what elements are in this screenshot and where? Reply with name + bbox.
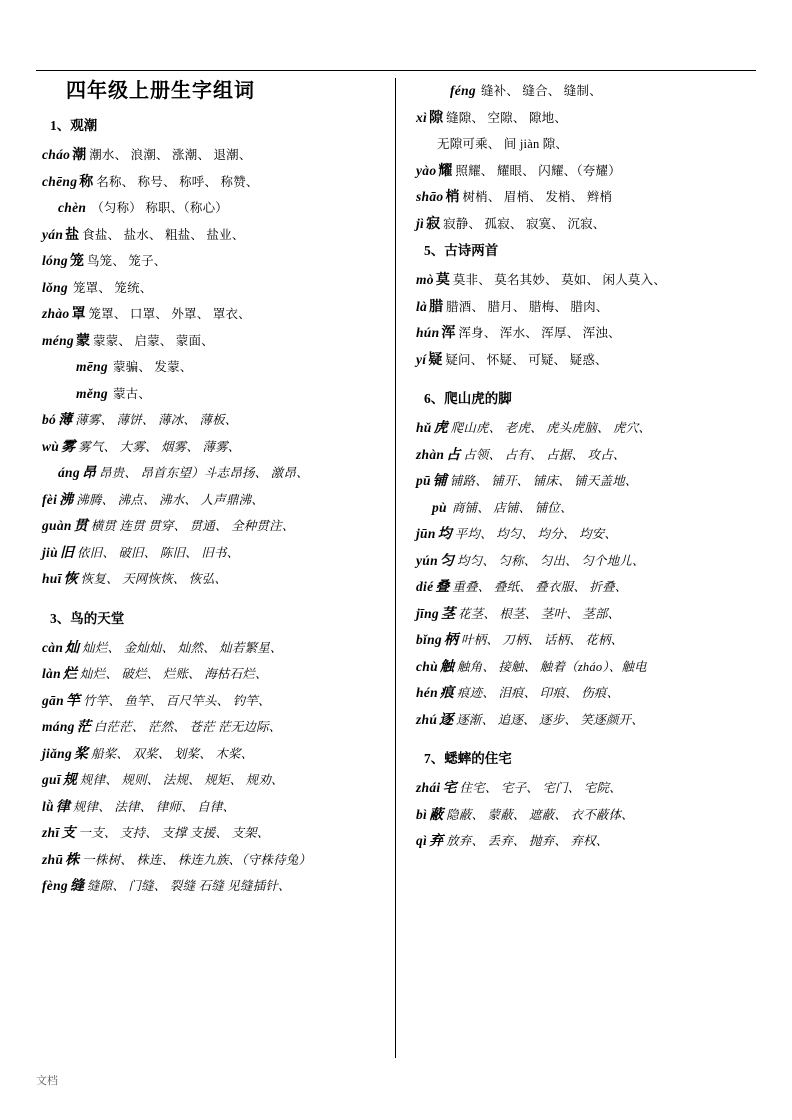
pinyin: jì xyxy=(416,215,425,231)
character-entry xyxy=(42,195,377,222)
character-entry xyxy=(416,158,749,185)
character-entry xyxy=(42,275,377,302)
character: 隙 xyxy=(429,110,444,126)
character: 昂 xyxy=(81,466,96,481)
character: 腊 xyxy=(429,299,444,315)
character-entry xyxy=(416,601,749,628)
pinyin: bó xyxy=(42,412,57,427)
character: 潮 xyxy=(72,148,87,163)
character-entry xyxy=(416,415,749,442)
character: 茫 xyxy=(76,720,91,735)
word-list: 依旧、 破旧、 陈旧、 旧书、 xyxy=(76,545,240,560)
right-column xyxy=(400,78,755,1058)
character: 缝 xyxy=(69,879,84,894)
word-list: 薄雾、 薄饼、 薄冰、 薄板、 xyxy=(75,413,238,427)
character-entry xyxy=(416,105,749,132)
pinyin: bǐng xyxy=(416,632,442,647)
character-entry xyxy=(416,211,749,238)
word-list: 一株树、 株连、 株连九族、（守株待兔） xyxy=(82,852,312,867)
word-list: 爬山虎、 老虎、 虎头虎脑、 虎穴、 xyxy=(450,421,652,435)
word-list: 蒙蒙、 启蒙、 蒙面、 xyxy=(92,333,214,348)
character: 浑 xyxy=(441,326,456,341)
word-list: 规律、 规则、 法规、 规矩、 规劝、 xyxy=(79,773,284,787)
character: 烂 xyxy=(62,667,77,682)
pinyin: shāo xyxy=(416,189,444,204)
character: 均 xyxy=(437,527,452,542)
pinyin: zhái xyxy=(416,780,441,795)
character-entry xyxy=(416,320,749,347)
header-rule xyxy=(36,70,756,71)
pinyin: mò xyxy=(416,272,434,287)
character-entry xyxy=(416,802,749,829)
character: 称 xyxy=(79,174,94,190)
character-entry xyxy=(416,548,749,575)
character-entry xyxy=(42,328,377,355)
character-entry xyxy=(416,347,749,374)
word-list: 缝隙、 门缝、 裂缝 石缝 见缝插针、 xyxy=(86,879,291,893)
character: 茎 xyxy=(440,606,455,622)
character-entry xyxy=(416,654,749,681)
pinyin: chèn xyxy=(58,200,87,215)
word-list: 名称、 称号、 称呼、 称赞、 xyxy=(96,174,259,189)
word-list: 住宅、 宅子、 宅门、 宅院、 xyxy=(459,781,622,795)
character-entry xyxy=(42,354,377,381)
character-entry xyxy=(42,142,377,169)
section-heading: 5、古诗两首 xyxy=(424,243,499,258)
word-list: 莫非、 莫名其妙、 莫如、 闲人莫入、 xyxy=(452,273,667,287)
word-list: 缝隙、 空隙、 隙地、 xyxy=(446,110,568,125)
pinyin: zhū xyxy=(42,851,64,867)
word-list: 重叠、 叠纸、 叠衣服、 折叠、 xyxy=(452,580,628,594)
character-entry xyxy=(416,184,749,211)
character-entry xyxy=(42,169,377,196)
word-list: 白茫茫、 茫然、 苍茫 茫无边际、 xyxy=(93,720,282,734)
character-entry xyxy=(416,574,749,601)
character: 竿 xyxy=(65,693,80,709)
pinyin: jiù xyxy=(42,544,58,560)
pinyin: zhī xyxy=(42,825,60,840)
left-column xyxy=(36,78,391,1058)
word-list: 花茎、 根茎、 茎叶、 茎部、 xyxy=(457,606,621,621)
word-list: 铺路、 铺开、 铺床、 铺天盖地、 xyxy=(449,474,638,488)
word-list: 沸腾、 沸点、 沸水、 人声鼎沸、 xyxy=(76,492,264,507)
pinyin: guàn xyxy=(42,518,72,533)
two-column-body xyxy=(36,78,756,1058)
pinyin: yún xyxy=(416,552,438,568)
character-entry xyxy=(416,680,749,707)
character: 笼 xyxy=(69,254,84,269)
word-list: 商铺、 店铺、 铺位、 xyxy=(451,500,573,515)
pinyin: là xyxy=(416,298,428,314)
word-list: 平均、 均匀、 均分、 均安、 xyxy=(454,527,618,541)
character-entry xyxy=(416,707,749,734)
pinyin: fèi xyxy=(42,491,58,507)
word-list: 叶柄、 刀柄、 话柄、 花柄、 xyxy=(460,633,624,647)
pinyin: wù xyxy=(42,438,60,454)
section-heading: 6、爬山虎的脚 xyxy=(424,391,512,406)
word-list: 占领、 占有、 占据、 攻占、 xyxy=(463,447,626,462)
word-list: 隐蔽、 蒙蔽、 遮蔽、 衣不蔽体、 xyxy=(446,807,634,822)
pinyin: làn xyxy=(42,666,61,681)
character-entry xyxy=(42,566,377,593)
character-entry xyxy=(42,794,377,821)
character: 灿 xyxy=(65,640,80,656)
character-entry xyxy=(42,540,377,567)
character-entry xyxy=(416,78,749,105)
pinyin: fèng xyxy=(42,878,68,893)
section-heading: 7、蟋蟀的住宅 xyxy=(424,751,512,766)
character: 耀 xyxy=(438,163,453,179)
word-list: 缝补、 缝合、 缝制、 xyxy=(480,84,602,98)
footer-watermark: 文档 xyxy=(36,1075,58,1087)
character-entry xyxy=(416,267,749,294)
pinyin: yào xyxy=(416,162,437,178)
word-list: 逐渐、 追逐、 逐步、 笑逐颜开、 xyxy=(456,712,644,727)
pinyin: bì xyxy=(416,806,428,822)
pinyin: gān xyxy=(42,692,64,708)
pinyin: chù xyxy=(416,658,438,674)
pinyin: pū xyxy=(416,473,431,488)
pinyin: yí xyxy=(416,351,427,367)
pinyin: áng xyxy=(58,465,80,480)
pinyin: zhú xyxy=(416,711,438,727)
word-list: 雾气、 大雾、 烟雾、 薄雾、 xyxy=(78,439,241,454)
pinyin: hún xyxy=(416,325,440,340)
character-entry xyxy=(42,741,377,768)
character: 株 xyxy=(65,852,80,868)
character-entry xyxy=(42,767,377,794)
character-entry xyxy=(42,460,377,487)
section-heading: 3、鸟的天堂 xyxy=(50,610,125,626)
pinyin: jiǎng xyxy=(42,745,73,761)
character-entry xyxy=(42,381,377,408)
character: 梢 xyxy=(445,190,460,205)
pinyin: cháo xyxy=(42,147,71,162)
character-entry xyxy=(42,248,377,275)
character: 弃 xyxy=(429,834,444,849)
word-list: 竹竿、 鱼竿、 百尺竿头、 钓竿、 xyxy=(82,693,271,708)
character-entry xyxy=(416,828,749,855)
character-entry xyxy=(42,513,377,540)
character-entry xyxy=(416,495,749,522)
character: 贯 xyxy=(73,519,88,534)
character: 旧 xyxy=(59,545,74,561)
word-list: 笼罩、 笼统、 xyxy=(72,280,153,295)
word-list: 树梢、 眉梢、 发梢、 辫梢 xyxy=(462,190,613,204)
pinyin: pù xyxy=(432,499,447,515)
pinyin: méng xyxy=(42,332,74,348)
word-list: 食盐、 盐水、 粗盐、 盐业、 xyxy=(82,227,245,242)
word-list: 鸟笼、 笼子、 xyxy=(86,254,167,268)
word-list: 蒙古、 xyxy=(112,386,152,401)
word-list: 船桨、 双桨、 划桨、 木桨、 xyxy=(91,746,254,761)
character: 触 xyxy=(439,659,454,675)
character-entry xyxy=(416,775,749,802)
character: 虎 xyxy=(433,421,448,436)
pinyin: yán xyxy=(42,226,64,242)
character: 宅 xyxy=(442,781,457,796)
pinyin: xì xyxy=(416,109,428,125)
pinyin: mēng xyxy=(76,359,108,374)
character: 叠 xyxy=(435,580,450,595)
character-entry xyxy=(42,434,377,461)
word-list: 触角、 接触、 触着（zháo）、触电 xyxy=(456,659,647,674)
pinyin: lǜ xyxy=(42,798,54,814)
word-list: 横贯 连贯 贯穿、 贯通、 全种贯注、 xyxy=(90,519,295,533)
word-list: 浑身、 浑水、 浑厚、 浑浊、 xyxy=(458,326,621,340)
character: 规 xyxy=(62,773,77,788)
character-entry xyxy=(42,222,377,249)
character: 雾 xyxy=(61,439,76,455)
pinyin: dié xyxy=(416,579,434,594)
character: 恢 xyxy=(63,572,78,587)
character: 蒙 xyxy=(75,333,90,349)
character: 寂 xyxy=(426,216,441,232)
pinyin: guī xyxy=(42,772,61,787)
pinyin: zhào xyxy=(42,306,70,321)
character-entry xyxy=(42,873,377,900)
pinyin: hǔ xyxy=(416,420,432,435)
word-list: 疑问、 怀疑、 可疑、 疑惑、 xyxy=(445,352,608,367)
pinyin: qì xyxy=(416,833,428,848)
word-list: 蒙骗、 发蒙、 xyxy=(112,360,193,374)
character-entry xyxy=(42,635,377,662)
pinyin: chēng xyxy=(42,173,78,189)
word-list: 无隙可乘、 间 jiàn 隙、 xyxy=(437,137,569,151)
character: 桨 xyxy=(74,746,89,762)
pinyin: lǒng xyxy=(42,279,68,295)
word-list: 寂静、 孤寂、 寂寞、 沉寂、 xyxy=(443,216,606,231)
character-entry xyxy=(42,820,377,847)
word-list: 恢复、 天网恢恢、 恢弘、 xyxy=(80,572,228,586)
character: 占 xyxy=(446,447,461,463)
word-list: 痕迹、 泪痕、 印痕、 伤痕、 xyxy=(456,686,620,700)
character-entry xyxy=(416,521,749,548)
character: 薄 xyxy=(58,413,73,428)
character: 律 xyxy=(55,799,70,815)
character-entry xyxy=(416,131,749,158)
character: 柄 xyxy=(443,633,458,648)
character: 痕 xyxy=(439,686,454,701)
character: 盐 xyxy=(65,227,80,243)
character-entry xyxy=(416,294,749,321)
character-entry xyxy=(42,688,377,715)
column-divider xyxy=(395,78,396,1058)
character: 匀 xyxy=(439,553,454,569)
section-heading: 1、观潮 xyxy=(50,118,98,133)
pinyin: hén xyxy=(416,685,438,700)
word-list: 照耀、 耀眼、 闪耀、（夸耀） xyxy=(455,163,621,178)
character: 逐 xyxy=(439,712,454,728)
word-list: 昂贵、 昂首东望）斗志昂扬、 激昂、 xyxy=(98,466,309,480)
character: 铺 xyxy=(432,474,447,489)
character: 疑 xyxy=(428,352,443,368)
pinyin: huī xyxy=(42,571,62,586)
word-list: 笼罩、 口罩、 外罩、 罩衣、 xyxy=(88,307,251,321)
character: 支 xyxy=(61,826,76,841)
character-entry xyxy=(42,487,377,514)
word-list: 灿烂、 金灿灿、 灿然、 灿若繁星、 xyxy=(82,640,283,655)
pinyin: lóng xyxy=(42,253,68,268)
word-list: 均匀、 匀称、 匀出、 匀个地儿、 xyxy=(456,553,645,568)
character-entry xyxy=(42,301,377,328)
pinyin: jūn xyxy=(416,526,436,541)
character: 罩 xyxy=(71,307,86,322)
pinyin: máng xyxy=(42,719,75,734)
word-list: 潮水、 浪潮、 涨潮、 退潮、 xyxy=(89,148,252,162)
character: 莫 xyxy=(435,273,450,288)
character: 蔽 xyxy=(429,807,444,823)
word-list: 规律、 法律、 律师、 自律、 xyxy=(72,799,236,814)
pinyin: měng xyxy=(76,385,108,401)
pinyin: zhàn xyxy=(416,446,445,462)
word-list: 灿烂、 破烂、 烂账、 海枯石烂、 xyxy=(79,667,268,681)
word-list: 放弃、 丢弃、 抛弃、 弃权、 xyxy=(446,834,609,848)
character-entry xyxy=(42,847,377,874)
character: 沸 xyxy=(59,492,74,508)
word-list: （匀称） 称职、（称心） xyxy=(91,201,228,215)
page-title: 四年级上册生字组词 xyxy=(66,80,255,102)
character-entry xyxy=(42,407,377,434)
pinyin: jīng xyxy=(416,605,439,621)
character-entry xyxy=(42,661,377,688)
character-entry xyxy=(416,627,749,654)
character-entry xyxy=(42,714,377,741)
word-list: 腊酒、 腊月、 腊梅、 腊肉、 xyxy=(446,299,609,314)
pinyin: féng xyxy=(450,83,476,98)
character-entry xyxy=(416,442,749,469)
word-list: 一支、 支持、 支撑 支援、 支架、 xyxy=(78,826,270,840)
character-entry xyxy=(416,468,749,495)
pinyin: càn xyxy=(42,639,64,655)
